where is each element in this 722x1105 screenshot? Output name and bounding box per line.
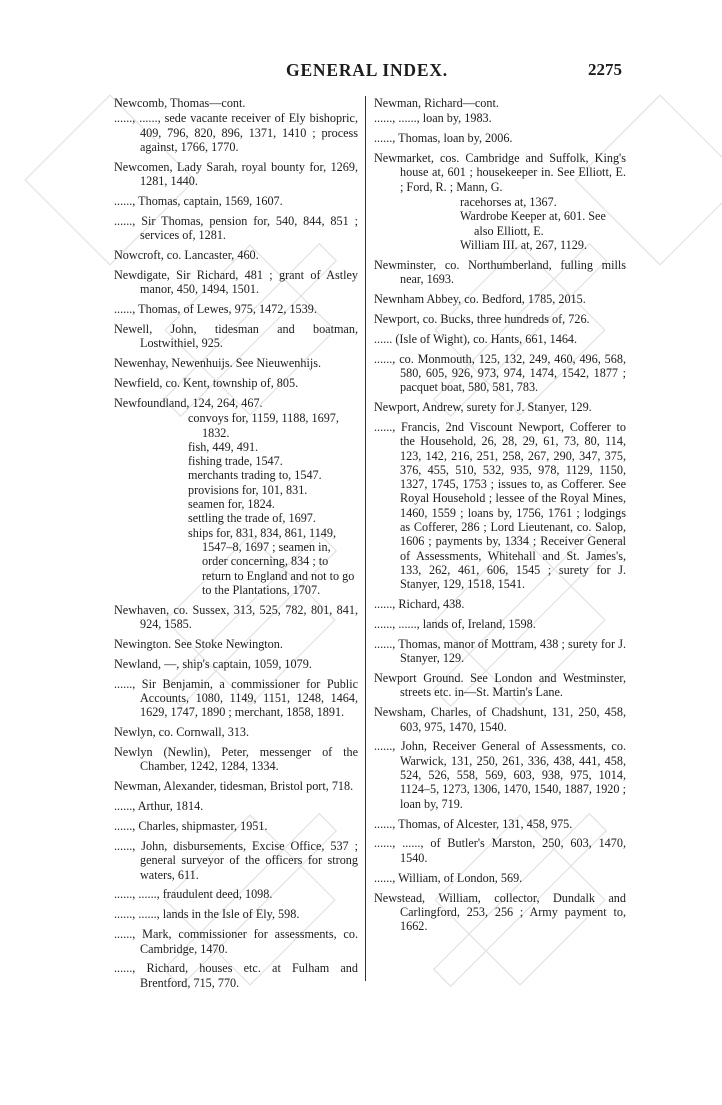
index-entry: ......, ......, sede vacante receiver of Ely bishopric, 409, 796, 820, 896, 1371, 1410 ; process against, 1766, 1770. xyxy=(114,111,358,154)
index-entry: Newington. See Stoke Newington. xyxy=(114,636,283,651)
index-subentry: fishing trade, 1547. xyxy=(188,454,283,469)
index-column-left xyxy=(114,96,358,996)
page-header xyxy=(112,60,622,86)
index-entry: ......, Francis, 2nd Viscount Newport, Cofferer to the Household, 26, 28, 29, 61, 73, 80, 114, 123, 142, 216, 251, 258, 267, 290, 347, 375, 376, 455, 510, 532, 935, 978, 1129, 1150, 1327, 1745, 1753 ; issues to, as Cofferer. See Royal Household ; lessee of the Royal Mines, 1460, 1559 ; loans by, 1756, 1761 ; lodgings as Cofferer, 286 ; Lord Lieutenant, co. Salop, 1606 ; payments by, 1334 ; Receiver General of Assessments, Whitehall and St. James's, 133, 262, 461, 606, 1545 ; surety for J. Stanyer, 129, 1518, 1541. xyxy=(374,419,626,592)
index-entry: Newfoundland, 124, 264, 467. xyxy=(114,395,263,410)
index-entry: Newminster, co. Northumberland, fulling mills near, 1693. xyxy=(374,257,626,287)
index-entry: ......, ......, loan by, 1983. xyxy=(374,111,492,126)
index-entry: Newcomen, Lady Sarah, royal bounty for, 1269, 1281, 1440. xyxy=(114,159,358,189)
index-entry: ......, co. Monmouth, 125, 132, 249, 460, 496, 568, 580, 605, 926, 973, 974, 1474, 1542, 1877 ; pacquet boat, 580, 581, 783. xyxy=(374,351,626,395)
index-subentry: convoys for, 1159, 1188, 1697, 1832. xyxy=(188,411,339,440)
index-subentry: fish, 449, 491. xyxy=(188,439,259,454)
index-entry: ......, ......, lands in the Isle of Ely, 598. xyxy=(114,907,300,922)
index-subentry: William III. at, 267, 1129. xyxy=(460,237,587,252)
index-entry: ......, Richard, 438. xyxy=(374,597,465,612)
index-entry: ......, Thomas, loan by, 2006. xyxy=(374,131,513,146)
index-entry: ......, Thomas, manor of Mottram, 438 ; surety for J. Stanyer, 129. xyxy=(374,636,626,666)
index-entry: Newmarket, cos. Cambridge and Suffolk, King's house at, 601 ; housekeeper in. See Elliott, E. ; Ford, R. ; Mann, G. xyxy=(374,151,626,194)
index-entry: Newman, Alexander, tidesman, Bristol port, 718. xyxy=(114,779,354,794)
index-entry: ......, Thomas, captain, 1569, 1607. xyxy=(114,193,283,208)
index-entry: ......, Mark, commissioner for assessments, co. Cambridge, 1470. xyxy=(114,927,358,956)
index-entry: Newlyn, co. Cornwall, 313. xyxy=(114,725,250,740)
index-entry: Newport, Andrew, surety for J. Stanyer, 129. xyxy=(374,400,592,415)
column-divider xyxy=(365,96,366,981)
index-entry: ......, ......, of Butler's Marston, 250, 603, 1470, 1540. xyxy=(374,836,626,865)
index-entry: Newland, —, ship's captain, 1059, 1079. xyxy=(114,656,312,671)
index-entry: Newcomb, Thomas—cont. xyxy=(114,96,246,110)
index-entry: ......, John, Receiver General of Assessments, co. Warwick, 131, 250, 261, 336, 438, 441, 458, 524, 526, 558, 569, 603, 938, 975, 1014, 1124–5, 1273, 1306, 1470, 1540, 1887, 1920 ; loan by, 719. xyxy=(374,739,626,811)
index-subentry: ships for, 831, 834, 861, 1149, 1547–8, 1697 ; seamen in, order concerning, 834 ; to return to England and not to go to the Plantations, 1707. xyxy=(188,525,355,597)
index-subentry: racehorses at, 1367. xyxy=(460,194,557,209)
page-number: 2275 xyxy=(588,60,622,79)
index-entry: ......, Sir Thomas, pension for, 540, 844, 851 ; services of, 1281. xyxy=(114,213,358,243)
index-entry: ......, John, disbursements, Excise Office, 537 ; general surveyor of the officers for strong waters, 611. xyxy=(114,838,358,882)
index-entry: ......, ......, fraudulent deed, 1098. xyxy=(114,887,273,902)
index-entry: ......, ......, lands of, Ireland, 1598. xyxy=(374,617,536,632)
index-subentry: provisions for, 101, 831. xyxy=(188,482,308,497)
index-entry: ......, William, of London, 569. xyxy=(374,870,523,885)
index-entry: Newstead, William, collector, Dundalk and Carlingford, 253, 256 ; Army payment to, 1662. xyxy=(374,890,626,934)
index-entry: ......, Richard, houses etc. at Fulham and Brentford, 715, 770. xyxy=(114,961,358,990)
index-entry: ......, Thomas, of Alcester, 131, 458, 975. xyxy=(374,816,573,831)
index-subentry: Wardrobe Keeper at, 601. See also Elliott, E. xyxy=(460,209,606,238)
index-column-right xyxy=(374,96,626,939)
index-entry: ......, Thomas, of Lewes, 975, 1472, 1539. xyxy=(114,302,317,317)
index-entry: Newenhay, Newenhuijs. See Nieuwenhijs. xyxy=(114,356,322,371)
page-title: GENERAL INDEX. xyxy=(286,60,448,80)
index-subentry: seamen for, 1824. xyxy=(188,497,275,512)
index-entry: ......, Sir Benjamin, a commissioner for Public Accounts, 1080, 1149, 1151, 1248, 1464, 1629, 1747, 1890 ; merchant, 1858, 1891. xyxy=(114,676,358,720)
index-entry: Newport, co. Bucks, three hundreds of, 726. xyxy=(374,311,590,326)
index-entry: ...... (Isle of Wight), co. Hants, 661, 1464. xyxy=(374,331,578,346)
index-entry: Newlyn (Newlin), Peter, messenger of the Chamber, 1242, 1284, 1334. xyxy=(114,745,358,774)
index-subentry: settling the trade of, 1697. xyxy=(188,511,316,526)
index-entry: ......, Arthur, 1814. xyxy=(114,799,204,814)
index-entry: Newnham Abbey, co. Bedford, 1785, 2015. xyxy=(374,291,586,306)
index-entry: Newhaven, co. Sussex, 313, 525, 782, 801, 841, 924, 1585. xyxy=(114,602,358,632)
index-subentry: merchants trading to, 1547. xyxy=(188,468,322,483)
index-entry: Nowcroft, co. Lancaster, 460. xyxy=(114,248,259,263)
index-entry: Newport Ground. See London and Westminster, streets etc. in—St. Martin's Lane. xyxy=(374,671,626,700)
index-entry: Newsham, Charles, of Chadshunt, 131, 250, 458, 603, 975, 1470, 1540. xyxy=(374,705,626,734)
index-entry: Newdigate, Sir Richard, 481 ; grant of Astley manor, 450, 1494, 1501. xyxy=(114,267,358,297)
index-entry: ......, Charles, shipmaster, 1951. xyxy=(114,819,268,834)
index-entry: Newfield, co. Kent, township of, 805. xyxy=(114,376,299,391)
index-entry: Newman, Richard—cont. xyxy=(374,96,499,110)
index-entry: Newell, John, tidesman and boatman, Lostwithiel, 925. xyxy=(114,322,358,351)
